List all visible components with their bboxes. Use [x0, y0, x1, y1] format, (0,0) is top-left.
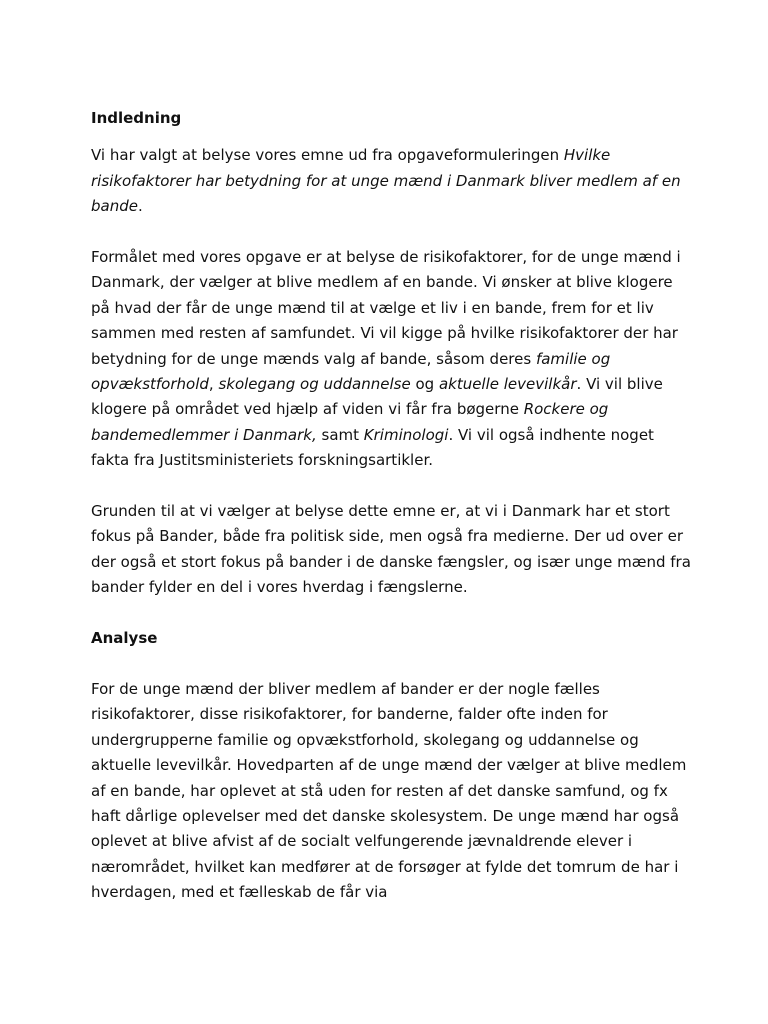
- italic-text-run: aktuelle levevilkår: [438, 375, 577, 394]
- paragraph-analysis: For de unge mænd der bliver medlem af bander er der nogle fælles risikofaktorer, disse risikofaktorer, for banderne, falder ofte inden for undergrupperne familie og opvækstforhold, skolegang og uddannelse og aktuelle levevilkår. Hovedparten af de unge mænd der vælger at blive medlem af en bande, har oplevet at stå uden for resten af det danske samfund, og fx haft dårlige oplevelser med det danske skolesystem. De unge mænd har også oplevet at blive afvist af de socialt velfungerende jævnaldrende elever i nærområdet, hvilket kan medfører at de forsøger at fylde det tomrum de har i hverdagen, med et fælleskab de får via: [91, 679, 687, 902]
- analysis-heading: Analyse: [91, 629, 158, 648]
- intro-heading: Indledning: [91, 109, 182, 127]
- italic-text-run: Hvilke risikofaktorer har betydning for at unge mænd i Danmark bliver medlem af en bande: [91, 146, 681, 216]
- italic-text-run: Kriminologi: [363, 425, 449, 444]
- paragraph-purpose: [91, 245, 691, 474]
- text-run: Vi har valgt at belyse vores emne ud fra opgaveformuleringen: [91, 146, 564, 165]
- text-run: samt: [316, 425, 364, 444]
- italic-text-run: Rockere og bandemedlemmer i Danmark,: [91, 400, 609, 444]
- text-run: . Vi vil også indhente noget fakta fra Justitsministeriets forskningsartikler.: [91, 425, 654, 470]
- italic-text-run: skolegang og uddannelse: [218, 375, 411, 394]
- text-run: .: [137, 197, 143, 216]
- text-run: og: [410, 375, 439, 394]
- paragraph-reason: Grunden til at vi vælger at belyse dette emne er, at vi i Danmark har et stort fokus på Bander, både fra politisk side, men også fra medierne. Der ud over er der også et stort fokus på bander i de danske fængsler, og især unge mænd fra bander fylder en del i vores hverdag i fængslerne.: [91, 502, 691, 597]
- italic-text-run: familie og opvækstforhold: [91, 349, 611, 394]
- paragraph-problem-statement: [91, 143, 691, 219]
- text-run: . Vi vil blive klogere på området ved hjælp af viden vi får fra bøgerne: [91, 375, 663, 419]
- text-run: ,: [208, 375, 219, 394]
- text-run: Formålet med vores opgave er at belyse de risikofaktorer, for de unge mænd i Danmark, der vælger at blive medlem af en bande. Vi ønsker at blive klogere på hvad der får de unge mænd til at vælge et liv i en bande, frem for et liv sammen med resten af samfundet. Vi vil kigge på hvilke risikofaktorer der har betydning for de unge mænds valg af bande, såsom deres: [91, 248, 681, 368]
- document-page: [91, 106, 691, 931]
